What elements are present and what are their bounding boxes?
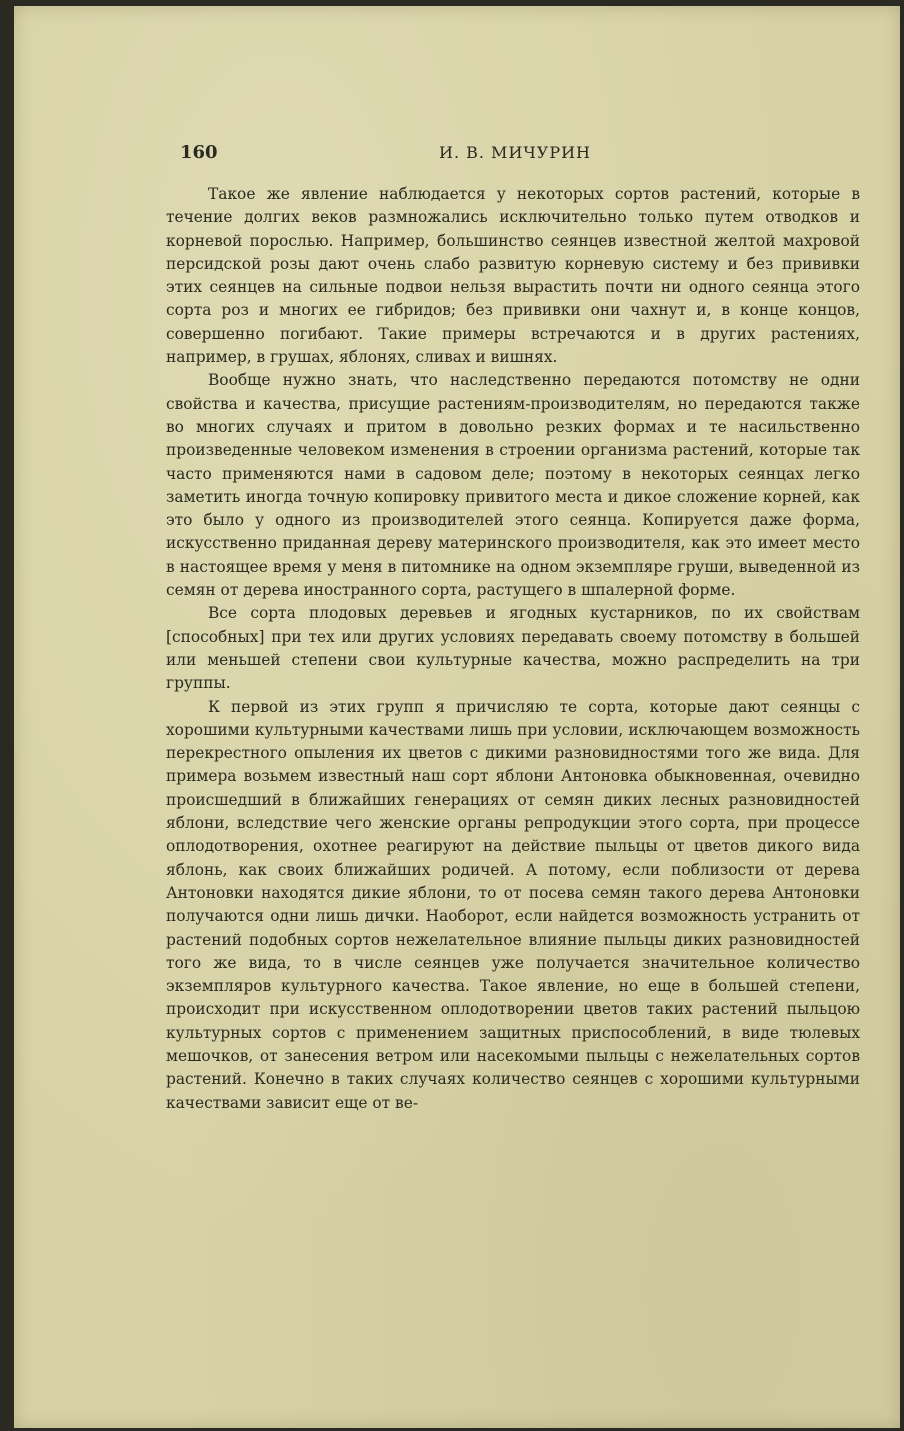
running-head: И. В. МИЧУРИН: [439, 143, 591, 162]
page-number: 160: [180, 142, 218, 163]
page-header: [180, 142, 866, 168]
paragraph: Такое же явление наблюдается у некоторых сортов растений, которые в течение долгих веков размножались исключительно только путем отводков и корневой порослью. Например, большинство сеянцев известной желтой махровой персидской розы дают очень слабо развитую корневую систему и без прививки этих сеянцев на сильные подвои нельзя вырастить почти ни одного сеянца этого сорта роз и многих ее гибридов; без прививки они чахнут и, в конце концов, совершенно погибают. Такие примеры встречаются и в других растениях, например, в грушах, яблонях, сливах и вишнях.: [166, 185, 860, 367]
paragraph: К первой из этих групп я причисляю те сорта, которые дают сеянцы с хорошими культурными качествами лишь при условии, исключающем возможность перекрестного опыления их цветов с дикими разновидностями того же вида. Для примера возьмем известный наш сорт яблони Антоновка обыкновенная, очевидно происшедший в ближайших генерациях от семян диких лесных разновидностей яблони, вследствие чего женские органы репродукции этого сорта, при процессе оплодотворения, охотнее реагируют на действие пыльцы от цветов дикого вида яблонь, как своих ближайших родичей. А потому, если поблизости от дерева Антоновки находятся дикие яблони, то от посева семян такого дерева Антоновки получаются одни лишь дички. Наоборот, если найдется возможность устранить от растений подобных сортов нежелательное влияние пыльцы диких разновидностей того же вида, то в числе сеянцев уже получается значительное количество экземпляров культурного качества. Такое явление, но еще в большей степени, происходит при искусственном оплодотворении цветов таких растений пыльцою культурных сортов с применением защитных приспособлений, в виде тюлевых мешочков, от занесения ветром или насекомыми пыльцы с нежелательных сортов растений. Конечно в таких случаях количество сеянцев с хорошими культурными качествами зависит еще от ве-: [166, 697, 860, 1112]
paragraph: Вообще нужно знать, что наследственно передаются потомству не одни свойства и качества, присущие растениям-производителям, но передаются также во многих случаях и притом в довольно резких формах и те насильственно произведенные человеком изменения в строении организма растений, которые так часто применяются нами в садовом деле; поэтому в некоторых сеянцах легко заметить иногда точную копировку привитого места и дикое сложение корней, как это было у одного из производителей этого сеянца. Копируется даже форма, искусственно приданная дереву материнского производителя, как это имеет место в настоящее время у меня в питомнике на одном экземпляре груши, выведенной из семян от дерева иностранного сорта, растущего в шпалерной форме.: [166, 371, 860, 600]
body-text: [166, 183, 860, 1115]
paragraph: Все сорта плодовых деревьев и ягодных кустарников, по их свойствам [способных] при тех или других условиях передавать своему потомству в большей или меньшей степени свои культурные качества, можно распределить на три группы.: [166, 604, 860, 693]
